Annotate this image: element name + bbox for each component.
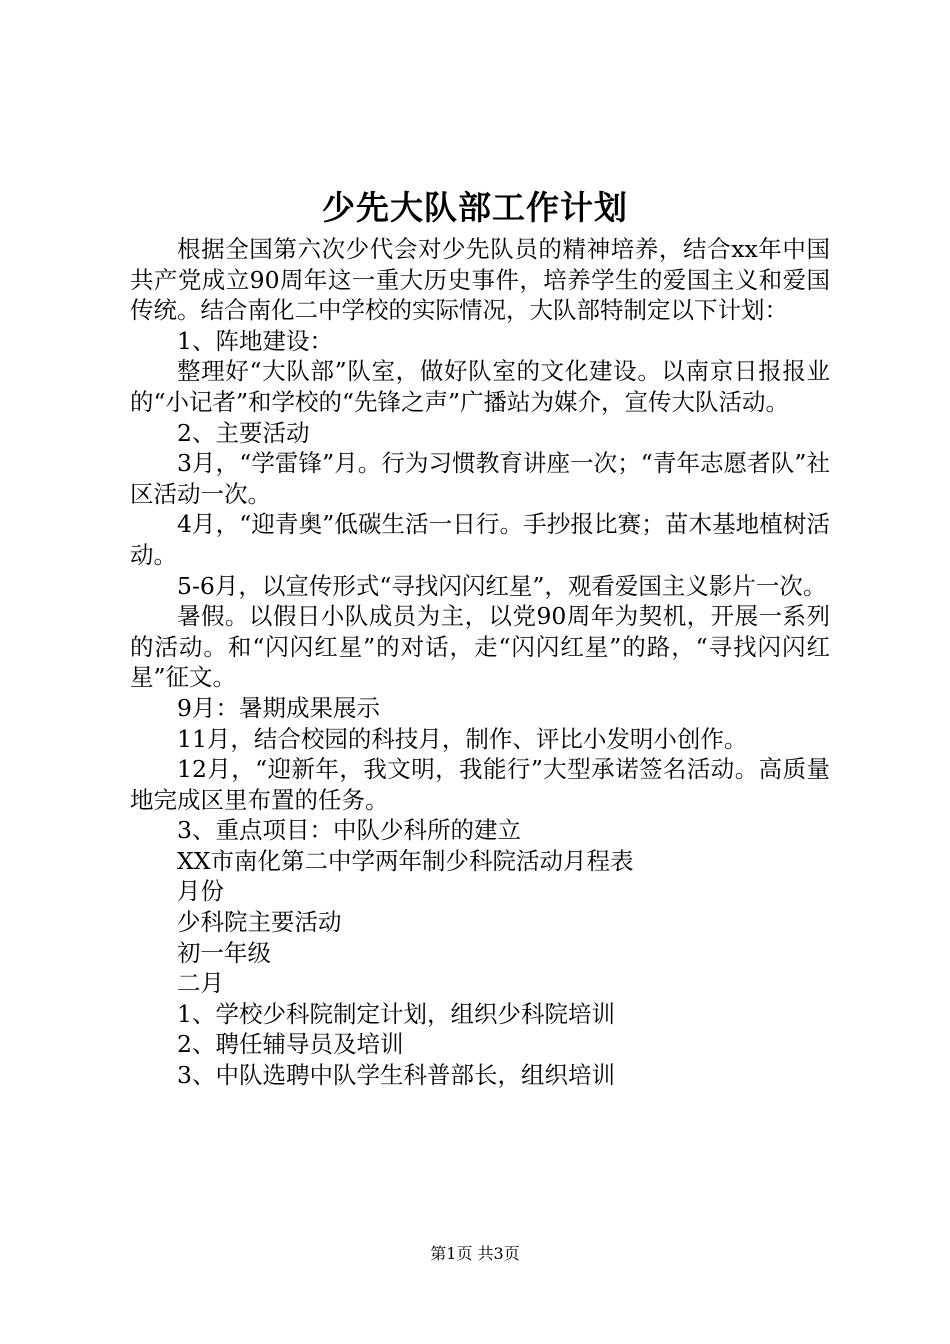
page-footer: 第1页 共3页 [430, 1244, 520, 1263]
paragraph-summer: 暑假。以假日小队成员为主，以党90周年为契机，开展一系列的活动。和“闪闪红星”的对话，走“闪闪红星”的路，“寻找闪闪红星”征文。 [130, 602, 830, 692]
schedule-item-2: 2、聘任辅导员及培训 [177, 1030, 404, 1059]
section-heading-activities: 2、主要活动 [177, 418, 310, 447]
schedule-item-1: 1、学校少科院制定计划，组织少科院培训 [177, 999, 615, 1028]
section-heading-position: 1、阵地建设： [177, 326, 333, 355]
paragraph-intro: 根据全国第六次少代会对少先队员的精神培养，结合xx年中国共产党成立90周年这一重大历史事件，培养学生的爱国主义和爱国传统。结合南化二中学校的实际情况，大队部特制定以下计划： [130, 235, 830, 325]
paragraph-may-june: 5-6月，以宣传形式“寻找闪闪红星”，观看爱国主义影片一次。 [177, 571, 827, 600]
schedule-item-3: 3、中队选聘中队学生科普部长，组织培训 [177, 1061, 615, 1090]
schedule-month: 二月 [177, 969, 224, 998]
document-title: 少先大队部工作计划 [322, 188, 628, 227]
schedule-table-title: XX市南化第二中学两年制少科院活动月程表 [177, 846, 634, 875]
paragraph-march: 3月，“学雷锋”月。行为习惯教育讲座一次；“青年志愿者队”社区活动一次。 [130, 449, 830, 508]
schedule-grade: 初一年级 [177, 938, 271, 967]
schedule-header-month: 月份 [177, 877, 224, 906]
paragraph-november: 11月，结合校园的科技月，制作、评比小发明小创作。 [177, 724, 748, 753]
section-heading-key-project: 3、重点项目：中队少科所的建立 [177, 816, 521, 845]
schedule-header-activities: 少科院主要活动 [177, 908, 342, 937]
paragraph-september: 9月：暑期成果展示 [177, 693, 380, 722]
document-body [130, 234, 830, 1091]
paragraph-december: 12月，“迎新年，我文明，我能行”大型承诺签名活动。高质量地完成区里布置的任务。 [130, 755, 830, 814]
paragraph-april: 4月，“迎青奥”低碳生活一日行。手抄报比赛；苗木基地植树活动。 [130, 510, 830, 569]
paragraph-position: 整理好“大队部”队室，做好队室的文化建设。以南京日报报业的“小记者”和学校的“先锋之声”广播站为媒介，宣传大队活动。 [130, 357, 830, 416]
